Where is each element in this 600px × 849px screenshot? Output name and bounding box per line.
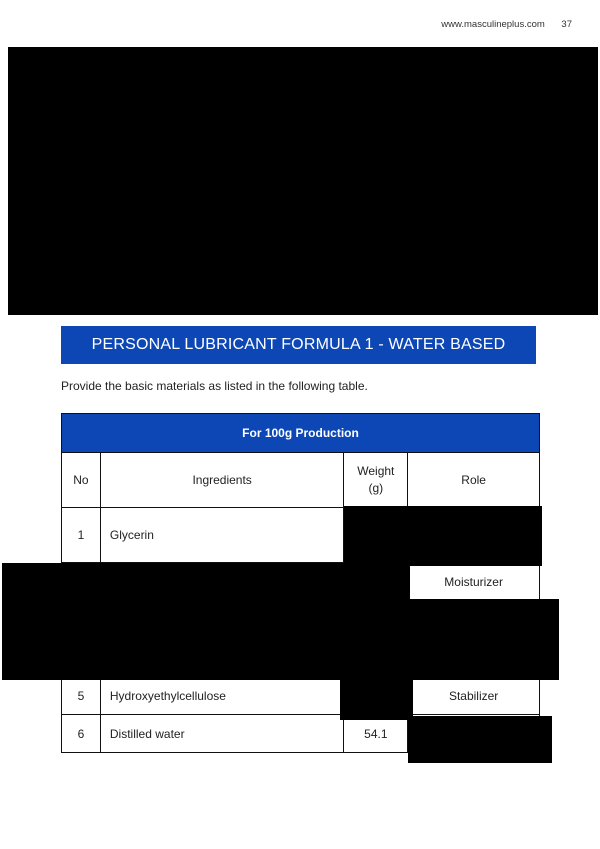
redaction-bar <box>344 506 542 566</box>
page-number: 37 <box>561 19 572 30</box>
table-header-row <box>62 453 540 508</box>
table-row <box>62 677 540 715</box>
header-role: Role <box>408 453 540 508</box>
redaction-bar <box>408 599 559 680</box>
row-no: 6 <box>62 715 101 753</box>
section-title-banner <box>61 326 536 364</box>
redaction-bar <box>340 680 413 720</box>
section-title: PERSONAL LUBRICANT FORMULA 1 - WATER BASED <box>91 336 506 353</box>
row-role: Stabilizer <box>408 677 540 715</box>
redaction-bar <box>408 716 552 763</box>
row-ingredient: Glycerin <box>100 508 343 563</box>
header-no: No <box>62 453 101 508</box>
page-header <box>441 19 572 30</box>
redacted-image-block <box>8 47 598 315</box>
row-ingredient: Hydroxyethylcellulose <box>100 677 343 715</box>
intro-text: Provide the basic materials as listed in the following table. <box>61 379 368 393</box>
header-ingredients: Ingredients <box>100 453 343 508</box>
table-caption-row <box>62 414 540 453</box>
row-role: Moisturizer <box>408 563 540 601</box>
site-url: www.masculineplus.com <box>441 19 545 30</box>
row-ingredient: Distilled water <box>100 715 343 753</box>
table-caption: For 100g Production <box>62 414 540 453</box>
row-no: 1 <box>62 508 101 563</box>
redaction-bar <box>2 563 410 680</box>
header-weight: Weight (g) <box>344 453 408 508</box>
row-weight: 54.1 <box>344 715 408 753</box>
row-no: 5 <box>62 677 101 715</box>
